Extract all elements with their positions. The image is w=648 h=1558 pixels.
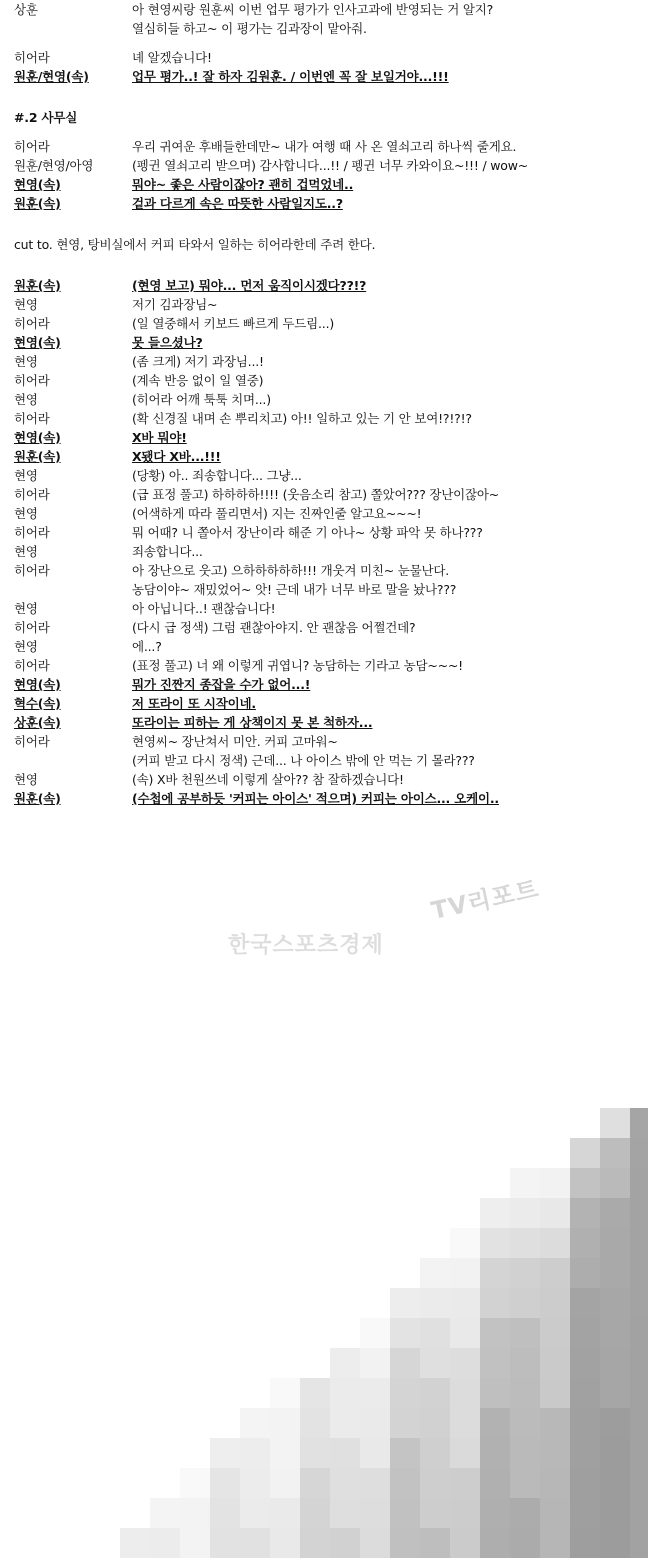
speaker-name: 현영 bbox=[14, 544, 38, 559]
dialogue-line bbox=[0, 137, 648, 156]
mosaic-cell bbox=[420, 1438, 450, 1468]
speaker-name: 원훈(속) bbox=[14, 449, 61, 464]
mosaic-cell bbox=[270, 1468, 300, 1498]
mosaic-cell bbox=[600, 1138, 630, 1168]
dialogue-text: (일 열중해서 키보드 빠르게 두드림...) bbox=[132, 316, 335, 331]
mosaic-cell bbox=[120, 1528, 150, 1558]
mosaic-cell bbox=[480, 1258, 510, 1288]
dialogue-text: (확 신경질 내며 손 뿌리치고) 아!! 일하고 있는 기 안 보여!?!?!? bbox=[132, 411, 472, 426]
dialogue-line bbox=[0, 371, 648, 390]
mosaic-cell bbox=[570, 1408, 600, 1438]
mosaic-cell bbox=[600, 1198, 630, 1228]
mosaic-cell bbox=[480, 1198, 510, 1228]
dialogue-line bbox=[0, 466, 648, 485]
speaker-name: 원훈/현영(속) bbox=[14, 69, 89, 84]
mosaic-cell bbox=[510, 1528, 540, 1558]
mosaic-cell bbox=[600, 1288, 630, 1318]
mosaic-cell bbox=[570, 1528, 600, 1558]
mosaic-cell bbox=[300, 1528, 330, 1558]
mosaic-cell bbox=[600, 1108, 630, 1138]
mosaic-cell bbox=[420, 1378, 450, 1408]
mosaic-cell bbox=[450, 1288, 480, 1318]
mosaic-cell bbox=[390, 1528, 420, 1558]
mosaic-cell bbox=[330, 1528, 360, 1558]
mosaic-cell bbox=[300, 1438, 330, 1468]
dialogue-text: (속) X바 천원쓰네 이렇게 살아?? 참 잘하겠습니다! bbox=[132, 772, 404, 787]
dialogue-text: 뭐가 진짠지 종잡을 수가 없어...! bbox=[132, 677, 311, 692]
speaker-name: 히어라 bbox=[14, 563, 50, 578]
mosaic-cell bbox=[450, 1228, 480, 1258]
mosaic-cell bbox=[210, 1438, 240, 1468]
mosaic-cell bbox=[210, 1468, 240, 1498]
dialogue-line bbox=[0, 485, 648, 504]
dialogue-text: (당황) 아.. 죄송합니다... 그냥... bbox=[132, 468, 302, 483]
mosaic-cell bbox=[510, 1498, 540, 1528]
mosaic-cell bbox=[270, 1408, 300, 1438]
mosaic-cell bbox=[390, 1468, 420, 1498]
mosaic-cell bbox=[630, 1378, 648, 1408]
mosaic-cell bbox=[570, 1228, 600, 1258]
mosaic-cell bbox=[210, 1498, 240, 1528]
watermark-tv-report: TV리포트 bbox=[428, 874, 542, 926]
mosaic-cell bbox=[600, 1468, 630, 1498]
mosaic-cell bbox=[510, 1258, 540, 1288]
mosaic-cell bbox=[630, 1258, 648, 1288]
mosaic-cell bbox=[510, 1348, 540, 1378]
mosaic-cell bbox=[570, 1138, 600, 1168]
speaker-name: 현영(속) bbox=[14, 430, 61, 445]
speaker-name: 히어라 bbox=[14, 525, 50, 540]
mosaic-cell bbox=[180, 1528, 210, 1558]
speaker-name: 히어라 bbox=[14, 316, 50, 331]
mosaic-cell bbox=[570, 1198, 600, 1228]
dialogue-text: 에...? bbox=[132, 639, 162, 654]
mosaic-cell bbox=[570, 1288, 600, 1318]
dialogue-line bbox=[0, 48, 648, 67]
mosaic-cell bbox=[510, 1168, 540, 1198]
dialogue-line bbox=[0, 770, 648, 789]
dialogue-line bbox=[0, 694, 648, 713]
dialogue-text: 겉과 다르게 속은 따뜻한 사람일지도..? bbox=[132, 196, 343, 211]
speaker-name: 현영 bbox=[14, 639, 38, 654]
mosaic-cell bbox=[510, 1438, 540, 1468]
mosaic-cell bbox=[360, 1348, 390, 1378]
mosaic-cell bbox=[390, 1498, 420, 1528]
mosaic-cell bbox=[540, 1408, 570, 1438]
mosaic-cell bbox=[510, 1228, 540, 1258]
dialogue-text: (계속 반응 없이 일 열중) bbox=[132, 373, 264, 388]
mosaic-cell bbox=[570, 1438, 600, 1468]
dialogue-text: (수첩에 공부하듯 '커피는 아이스' 적으며) 커피는 아이스... 오케이.. bbox=[132, 791, 499, 806]
mosaic-cell bbox=[270, 1498, 300, 1528]
mosaic-cell bbox=[390, 1348, 420, 1378]
mosaic-cell bbox=[570, 1468, 600, 1498]
mosaic-cell bbox=[540, 1438, 570, 1468]
mosaic-cell bbox=[570, 1378, 600, 1408]
mosaic-cell bbox=[450, 1378, 480, 1408]
mosaic-cell bbox=[150, 1498, 180, 1528]
mosaic-cell bbox=[630, 1288, 648, 1318]
mosaic-cell bbox=[630, 1408, 648, 1438]
dialogue-text: 우리 귀여운 후배들한데만~ 내가 여행 때 사 온 열쇠고리 하나씩 줄게요. bbox=[132, 139, 517, 154]
dialogue-line bbox=[0, 447, 648, 466]
mosaic-cell bbox=[540, 1468, 570, 1498]
spacer bbox=[0, 86, 648, 108]
spacer bbox=[0, 38, 648, 48]
mosaic-cell bbox=[300, 1498, 330, 1528]
speaker-name: 현영 bbox=[14, 468, 38, 483]
speaker-name: 현영(속) bbox=[14, 177, 61, 192]
mosaic-cell bbox=[300, 1378, 330, 1408]
mosaic-cell bbox=[330, 1348, 360, 1378]
mosaic-cell bbox=[330, 1408, 360, 1438]
speaker-name: 원훈/현영/아영 bbox=[14, 158, 94, 173]
dialogue-line bbox=[0, 67, 648, 86]
mosaic-cell bbox=[450, 1498, 480, 1528]
mosaic-cell bbox=[270, 1378, 300, 1408]
mosaic-cell bbox=[630, 1318, 648, 1348]
mosaic-cell bbox=[480, 1408, 510, 1438]
speaker-name: 현영 bbox=[14, 354, 38, 369]
mosaic-cell bbox=[240, 1408, 270, 1438]
dialogue-text: 죄송합니다... bbox=[132, 544, 203, 559]
dialogue-text: 아 장난으로 웃고) 으하하하하하!!! 개웃겨 미친~ 눈물난다. bbox=[132, 563, 450, 578]
dialogue-line bbox=[0, 732, 648, 751]
speaker-name: 현영 bbox=[14, 601, 38, 616]
mosaic-cell bbox=[540, 1528, 570, 1558]
mosaic-cell bbox=[420, 1528, 450, 1558]
speaker-name: 히어라 bbox=[14, 50, 50, 65]
speaker-name: 상훈 bbox=[14, 2, 38, 17]
mosaic-cell bbox=[360, 1438, 390, 1468]
speaker-name: 현영(속) bbox=[14, 335, 61, 350]
mosaic-cell bbox=[360, 1318, 390, 1348]
mosaic-cell bbox=[510, 1378, 540, 1408]
mosaic-cell bbox=[540, 1348, 570, 1378]
mosaic-cell bbox=[150, 1528, 180, 1558]
dialogue-text: 아 아닙니다..! 괜찮습니다! bbox=[132, 601, 276, 616]
mosaic-cell bbox=[450, 1318, 480, 1348]
dialogue-line bbox=[0, 656, 648, 675]
dialogue-line bbox=[0, 618, 648, 637]
dialogue-line bbox=[0, 751, 648, 770]
mosaic-cell bbox=[480, 1318, 510, 1348]
mosaic-cell bbox=[450, 1438, 480, 1468]
dialogue-text: 업무 평가..! 잘 하자 김원훈. / 이번엔 꼭 잘 보일거야...!!! bbox=[132, 69, 449, 84]
dialogue-line bbox=[0, 0, 648, 19]
speaker-name: 현영(속) bbox=[14, 677, 61, 692]
mosaic-cell bbox=[390, 1438, 420, 1468]
mosaic-cell bbox=[630, 1168, 648, 1198]
mosaic-cell bbox=[480, 1378, 510, 1408]
spacer bbox=[0, 127, 648, 137]
mosaic-cell bbox=[570, 1318, 600, 1348]
mosaic-cell bbox=[600, 1348, 630, 1378]
dialogue-line bbox=[0, 523, 648, 542]
mosaic-cell bbox=[480, 1528, 510, 1558]
dialogue-line bbox=[0, 352, 648, 371]
mosaic-cell bbox=[480, 1288, 510, 1318]
mosaic-cell bbox=[540, 1258, 570, 1288]
mosaic-cell bbox=[630, 1468, 648, 1498]
dialogue-line bbox=[0, 175, 648, 194]
mosaic-cell bbox=[600, 1528, 630, 1558]
dialogue-line bbox=[0, 789, 648, 808]
mosaic-cell bbox=[630, 1108, 648, 1138]
mosaic-cell bbox=[600, 1168, 630, 1198]
dialogue-text: (표정 풀고) 너 왜 이렇게 귀엽니? 농담하는 기라고 농담~~~! bbox=[132, 658, 463, 673]
mosaic-cell bbox=[270, 1528, 300, 1558]
mosaic-cell bbox=[330, 1378, 360, 1408]
mosaic-cell bbox=[570, 1498, 600, 1528]
mosaic-cell bbox=[540, 1498, 570, 1528]
mosaic-cell bbox=[510, 1288, 540, 1318]
mosaic-cell bbox=[540, 1288, 570, 1318]
speaker-name: 현영 bbox=[14, 392, 38, 407]
mosaic-cell bbox=[450, 1468, 480, 1498]
mosaic-cell bbox=[540, 1198, 570, 1228]
speaker-name: 원훈(속) bbox=[14, 196, 61, 211]
dialogue-text: 또라이는 피하는 게 상책이지 못 본 척하자... bbox=[132, 715, 373, 730]
mosaic-cell bbox=[330, 1468, 360, 1498]
dialogue-line bbox=[0, 276, 648, 295]
mosaic-cell bbox=[330, 1438, 360, 1468]
watermark-sports-economy: 한국스포츠경제 bbox=[228, 933, 384, 958]
mosaic-cell bbox=[630, 1228, 648, 1258]
speaker-name: 상훈(속) bbox=[14, 715, 61, 730]
speaker-name: 히어라 bbox=[14, 139, 50, 154]
mosaic-cell bbox=[390, 1378, 420, 1408]
mosaic-cell bbox=[540, 1228, 570, 1258]
mosaic-cell bbox=[300, 1408, 330, 1438]
mosaic-cell bbox=[450, 1258, 480, 1288]
dialogue-text: 녜 알겠습니다! bbox=[132, 50, 212, 65]
mosaic-cell bbox=[420, 1468, 450, 1498]
mosaic-cell bbox=[180, 1498, 210, 1528]
mosaic-cell bbox=[570, 1258, 600, 1288]
dialogue-line bbox=[0, 713, 648, 732]
dialogue-line bbox=[0, 428, 648, 447]
dialogue-text: 아 현영씨랑 원훈씨 이번 업무 평가가 인사고과에 반영되는 거 알지? bbox=[132, 2, 494, 17]
dialogue-text: (히어라 어깨 툭툭 치며...) bbox=[132, 392, 271, 407]
dialogue-line bbox=[0, 295, 648, 314]
mosaic-cell bbox=[420, 1348, 450, 1378]
dialogue-text: 현영씨~ 장난쳐서 미안. 커피 고마워~ bbox=[132, 734, 338, 749]
dialogue-text: 못 들으셨나? bbox=[132, 335, 203, 350]
mosaic-cell bbox=[630, 1498, 648, 1528]
dialogue-line bbox=[0, 580, 648, 599]
dialogue-text: (어색하게 따라 풀리면서) 지는 진짜인줄 알고요~~~! bbox=[132, 506, 422, 521]
mosaic-cell bbox=[300, 1468, 330, 1498]
speaker-name: 히어라 bbox=[14, 487, 50, 502]
dialogue-line bbox=[0, 675, 648, 694]
dialogue-line bbox=[0, 561, 648, 580]
narration-line: cut to. 현영, 탕비실에서 커피 타와서 일하는 히어라한데 주려 한다. bbox=[14, 237, 376, 252]
mosaic-cell bbox=[630, 1138, 648, 1168]
speaker-name: 히어라 bbox=[14, 734, 50, 749]
dialogue-line bbox=[0, 637, 648, 656]
dialogue-line bbox=[0, 599, 648, 618]
dialogue-text: 뭐 어때? 니 쫄아서 장난이라 해준 기 아나~ 상황 파악 못 하나??? bbox=[132, 525, 483, 540]
dialogue-line bbox=[0, 333, 648, 352]
mosaic-cell bbox=[600, 1498, 630, 1528]
speaker-name: 현영 bbox=[14, 297, 38, 312]
scene-heading: #.2 사무실 bbox=[14, 110, 78, 125]
mosaic-cell bbox=[420, 1498, 450, 1528]
dialogue-text: 뭐야~ 좋은 사람이잖아? 괜히 겁먹었네.. bbox=[132, 177, 354, 192]
mosaic-cell bbox=[600, 1438, 630, 1468]
mosaic-cell bbox=[420, 1408, 450, 1438]
dialogue-text: (현영 보고) 뭐야... 먼저 움직이시겠다??!? bbox=[132, 278, 367, 293]
mosaic-cell bbox=[570, 1348, 600, 1378]
mosaic-cell bbox=[510, 1468, 540, 1498]
mosaic-cell bbox=[240, 1498, 270, 1528]
speaker-name: 히어라 bbox=[14, 411, 50, 426]
mosaic-cell bbox=[510, 1318, 540, 1348]
mosaic-cell bbox=[600, 1318, 630, 1348]
mosaic-cell bbox=[390, 1288, 420, 1318]
dialogue-line bbox=[0, 156, 648, 175]
dialogue-text: 농담이야~ 재밌었어~ 앗! 근데 내가 너무 바로 말을 놨나??? bbox=[132, 582, 457, 597]
dialogue-text: 저기 김과장님~ bbox=[132, 297, 218, 312]
mosaic-cell bbox=[360, 1468, 390, 1498]
mosaic-cell bbox=[360, 1498, 390, 1528]
dialogue-text: X됐다 X바...!!! bbox=[132, 449, 221, 464]
dialogue-text: X바 뭐야! bbox=[132, 430, 187, 445]
dialogue-text: (급 표정 풀고) 하하하하!!!! (웃음소리 참고) 쫄았어??? 장난이잖아~ bbox=[132, 487, 500, 502]
mosaic-cell bbox=[450, 1408, 480, 1438]
mosaic-cell bbox=[420, 1288, 450, 1318]
mosaic-cell bbox=[240, 1468, 270, 1498]
mosaic-cell bbox=[540, 1378, 570, 1408]
dialogue-line bbox=[0, 19, 648, 38]
speaker-name: 현영 bbox=[14, 772, 38, 787]
dialogue-line bbox=[0, 314, 648, 333]
mosaic-cell bbox=[360, 1528, 390, 1558]
mosaic-cell bbox=[630, 1348, 648, 1378]
mosaic-cell bbox=[270, 1438, 300, 1468]
mosaic-cell bbox=[540, 1318, 570, 1348]
spacer bbox=[0, 213, 648, 235]
dialogue-line bbox=[0, 194, 648, 213]
mosaic-cell bbox=[480, 1228, 510, 1258]
mosaic-cell bbox=[600, 1408, 630, 1438]
mosaic-cell bbox=[390, 1318, 420, 1348]
mosaic-cell bbox=[600, 1228, 630, 1258]
speaker-name: 원훈(속) bbox=[14, 278, 61, 293]
mosaic-cell bbox=[630, 1528, 648, 1558]
dialogue-text: 열심히들 하고~ 이 평가는 김과장이 맡아줘. bbox=[132, 21, 367, 36]
mosaic-cell bbox=[240, 1528, 270, 1558]
mosaic-cell bbox=[510, 1408, 540, 1438]
dialogue-text: (다시 급 정색) 그럼 괜찮아야지. 안 괜찮음 어쩔건데? bbox=[132, 620, 416, 635]
mosaic-cell bbox=[330, 1498, 360, 1528]
mosaic-cell bbox=[450, 1348, 480, 1378]
mosaic-cell bbox=[420, 1318, 450, 1348]
mosaic-cell bbox=[480, 1348, 510, 1378]
mosaic-cell bbox=[630, 1198, 648, 1228]
mosaic-cell bbox=[360, 1408, 390, 1438]
mosaic-cell bbox=[240, 1438, 270, 1468]
mosaic-cell bbox=[210, 1528, 240, 1558]
speaker-name: 현영 bbox=[14, 506, 38, 521]
speaker-name: 히어라 bbox=[14, 620, 50, 635]
dialogue-line bbox=[0, 542, 648, 561]
speaker-name: 혁수(속) bbox=[14, 696, 61, 711]
mosaic-cell bbox=[450, 1528, 480, 1558]
dialogue-line bbox=[0, 504, 648, 523]
mosaic-cell bbox=[600, 1378, 630, 1408]
dialogue-line bbox=[0, 390, 648, 409]
mosaic-cell bbox=[570, 1168, 600, 1198]
mosaic-cell bbox=[510, 1198, 540, 1228]
dialogue-text: (좀 크게) 저기 과장님...! bbox=[132, 354, 264, 369]
mosaic-cell bbox=[480, 1468, 510, 1498]
mosaic-cell bbox=[480, 1438, 510, 1468]
mosaic-cell bbox=[360, 1378, 390, 1408]
mosaic-cell bbox=[600, 1258, 630, 1288]
mosaic-cell bbox=[180, 1468, 210, 1498]
dialogue-text: (펭귄 열쇠고리 받으며) 감사합니다...!! / 펭귄 너무 카와이요~!!! / wow~ bbox=[132, 158, 529, 173]
mosaic-cell bbox=[420, 1258, 450, 1288]
mosaic-cell bbox=[540, 1168, 570, 1198]
speaker-name: 히어라 bbox=[14, 373, 50, 388]
mosaic-cell bbox=[630, 1438, 648, 1468]
mosaic-cell bbox=[390, 1408, 420, 1438]
dialogue-line bbox=[0, 409, 648, 428]
dialogue-text: (커피 받고 다시 정색) 근데... 나 아이스 밖에 안 먹는 기 몰라??? bbox=[132, 753, 475, 768]
dialogue-text: 저 또라이 또 시작이네. bbox=[132, 696, 256, 711]
speaker-name: 원훈(속) bbox=[14, 791, 61, 806]
speaker-name: 히어라 bbox=[14, 658, 50, 673]
spacer bbox=[0, 254, 648, 276]
mosaic-cell bbox=[480, 1498, 510, 1528]
